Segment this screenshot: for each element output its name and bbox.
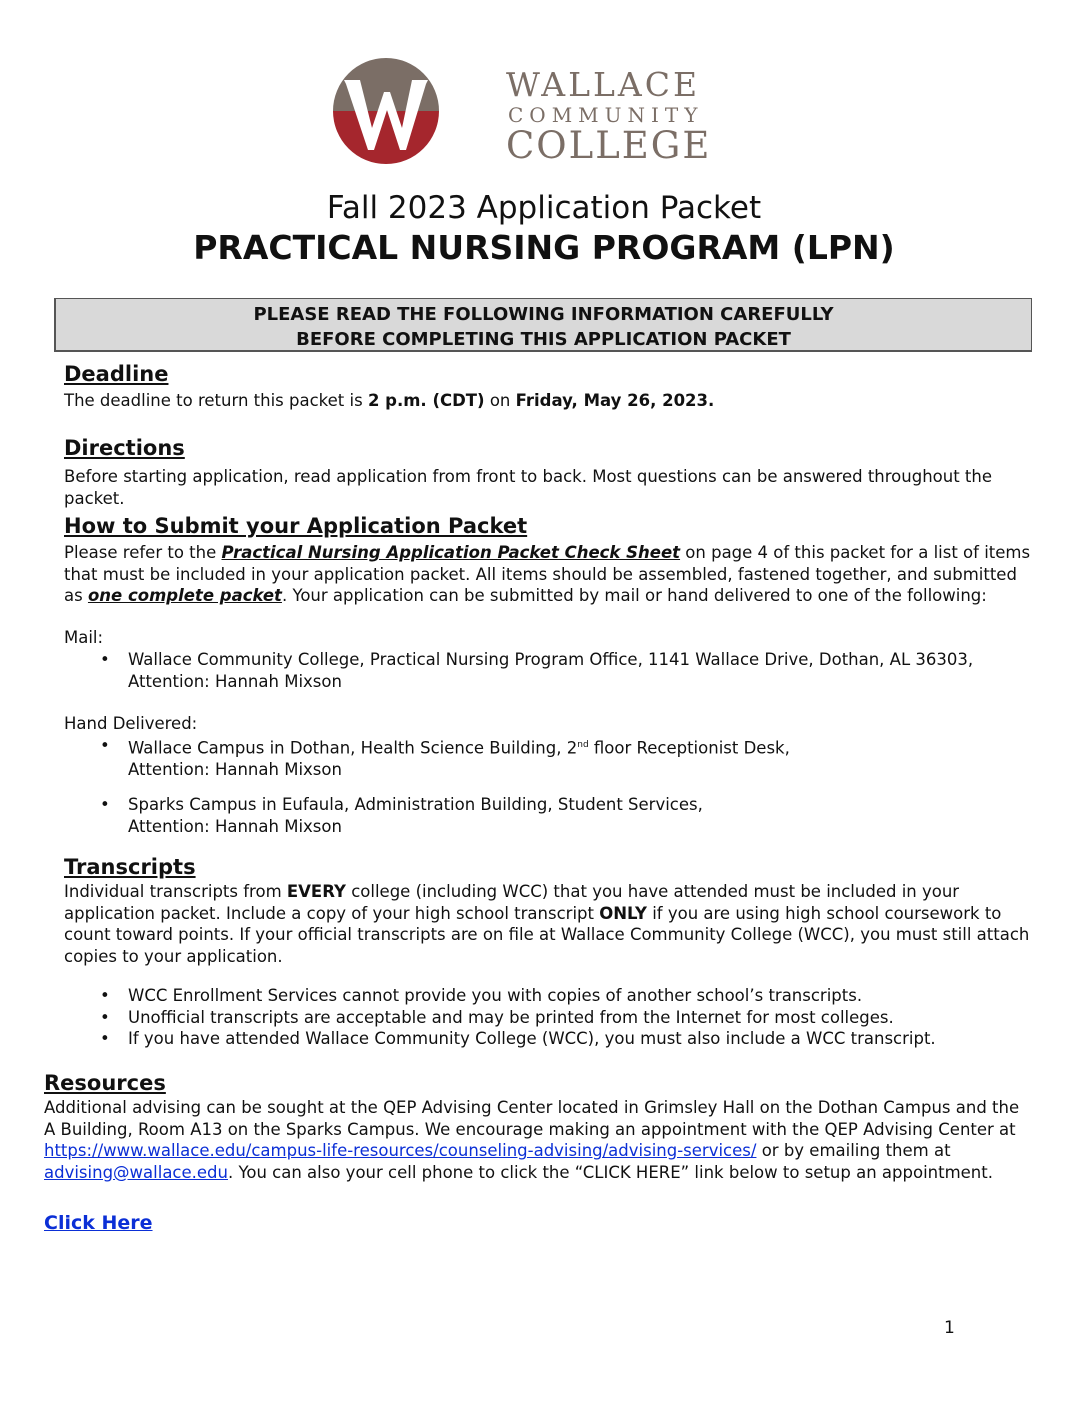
check-sheet-reference: Practical Nursing Application Packet Check Sheet: [221, 543, 681, 562]
resources-text: [44, 1097, 1034, 1183]
deadline-text-pre: The deadline to return this packet is: [64, 391, 368, 410]
hand-item-sparks-attention: Attention: Hannah Mixson: [128, 816, 342, 836]
advising-email-link[interactable]: advising@wallace.edu: [44, 1162, 228, 1182]
transcripts-text-3: if you are using high school coursework to count toward points. If your official transcripts are on file at Wallace Community College (WCC), you must still attach copies to your application.: [64, 903, 1030, 966]
submit-text-post: . Your application can be submitted by mail or hand delivered to one of the following:: [281, 586, 987, 606]
transcripts-text-1: Individual transcripts from: [64, 882, 287, 901]
hand-item-wallace-attention: Attention: Hannah Mixson: [128, 760, 342, 780]
resources-text-1: Additional advising can be sought at the QEP Advising Center located in Grimsley Hall on the Dothan Campus and the A Building, Room A13 on the Sparks Campus. We encourage making an appointment with the QEP Advising Center at: [44, 1098, 1020, 1139]
notice-box: [54, 298, 1032, 352]
hand-delivered-label: Hand Delivered:: [64, 714, 198, 733]
submit-text-mid: on page 4 of this packet for a list of items that must be included in your application packet. All items should be assembled, fastened together, and submitted as: [64, 543, 1031, 606]
resources-text-2: or by emailing them at: [756, 1141, 951, 1161]
directions-text: Before starting application, read application from front to back. Most questions can be answered throughout the packet.: [64, 467, 993, 508]
submit-text: [64, 542, 1034, 607]
transcripts-heading: Transcripts: [64, 855, 196, 879]
directions-heading: Directions: [64, 436, 185, 460]
transcripts-text-2: college (including WCC) that you have attended must be included in your application packet. Include a copy of your high school transcript: [64, 882, 960, 923]
hand-delivered-list-2: [64, 794, 1024, 837]
submit-text-pre: Please refer to the: [64, 543, 222, 562]
hand-delivered-list: [64, 735, 1024, 781]
submit-heading: How to Submit your Application Packet: [64, 514, 528, 538]
floor-ordinal: nd: [577, 740, 589, 750]
hand-item-sparks: [64, 794, 1024, 837]
click-here-link[interactable]: Click Here: [44, 1212, 153, 1234]
packet-title: Fall 2023 Application Packet: [326, 190, 762, 226]
resources-heading: Resources: [44, 1071, 166, 1095]
transcripts-bullet: • If you have attended Wallace Community College (WCC), you must also include a WCC transcript.: [64, 1028, 1034, 1050]
transcripts-bullet: • Unofficial transcripts are acceptable and may be printed from the Internet for most colleges.: [64, 1007, 1034, 1029]
notice-line-1: PLEASE READ THE FOLLOWING INFORMATION CAREFULLY: [253, 304, 834, 325]
hand-item-wallace-floor: floor Receptionist Desk,: [588, 738, 790, 758]
mail-item: • Wallace Community College, Practical Nursing Program Office, 1141 Wallace Drive, Dothan, AL 36303, Attention: Hannah Mixson: [64, 649, 1024, 692]
program-title: PRACTICAL NURSING PROGRAM (LPN): [193, 228, 895, 267]
wallace-w-emblem-icon: [330, 58, 442, 164]
hand-item-wallace-text: Wallace Campus in Dothan, Health Science Building, 2: [128, 738, 578, 758]
hand-item-wallace: [64, 735, 1024, 781]
deadline-date: Friday, May 26, 2023.: [515, 391, 715, 410]
college-logo: [330, 58, 710, 168]
logo-line-college: COLLEGE: [506, 124, 712, 167]
transcripts-every: EVERY: [286, 882, 346, 901]
transcripts-text: [64, 881, 1034, 967]
advising-services-link[interactable]: https://www.wallace.edu/campus-life-resources/counseling-advising/advising-services/: [44, 1141, 757, 1161]
college-wordmark: [506, 65, 712, 167]
transcripts-only: ONLY: [599, 903, 647, 923]
deadline-heading: Deadline: [64, 362, 169, 386]
transcripts-bullet: • WCC Enrollment Services cannot provide you with copies of another school’s transcripts.: [64, 985, 1034, 1007]
deadline-time: 2 p.m. (CDT): [367, 391, 485, 410]
deadline-text-mid: on: [484, 391, 516, 410]
hand-item-sparks-text: Sparks Campus in Eufaula, Administration Building, Student Services,: [128, 795, 703, 814]
mail-label: Mail:: [64, 628, 104, 647]
notice-line-2: BEFORE COMPLETING THIS APPLICATION PACKET: [296, 329, 791, 350]
mail-list: [64, 649, 1024, 692]
transcripts-list: [64, 985, 1034, 1050]
logo-line-wallace: WALLACE: [506, 65, 701, 104]
deadline-text: [64, 390, 1044, 412]
page-number: 1: [944, 1318, 955, 1338]
logo-line-community: COMMUNITY: [508, 103, 704, 127]
one-complete-packet: one complete packet: [87, 586, 282, 606]
resources-text-3: . You can also your cell phone to click the “CLICK HERE” link below to setup an appointment.: [227, 1162, 993, 1182]
